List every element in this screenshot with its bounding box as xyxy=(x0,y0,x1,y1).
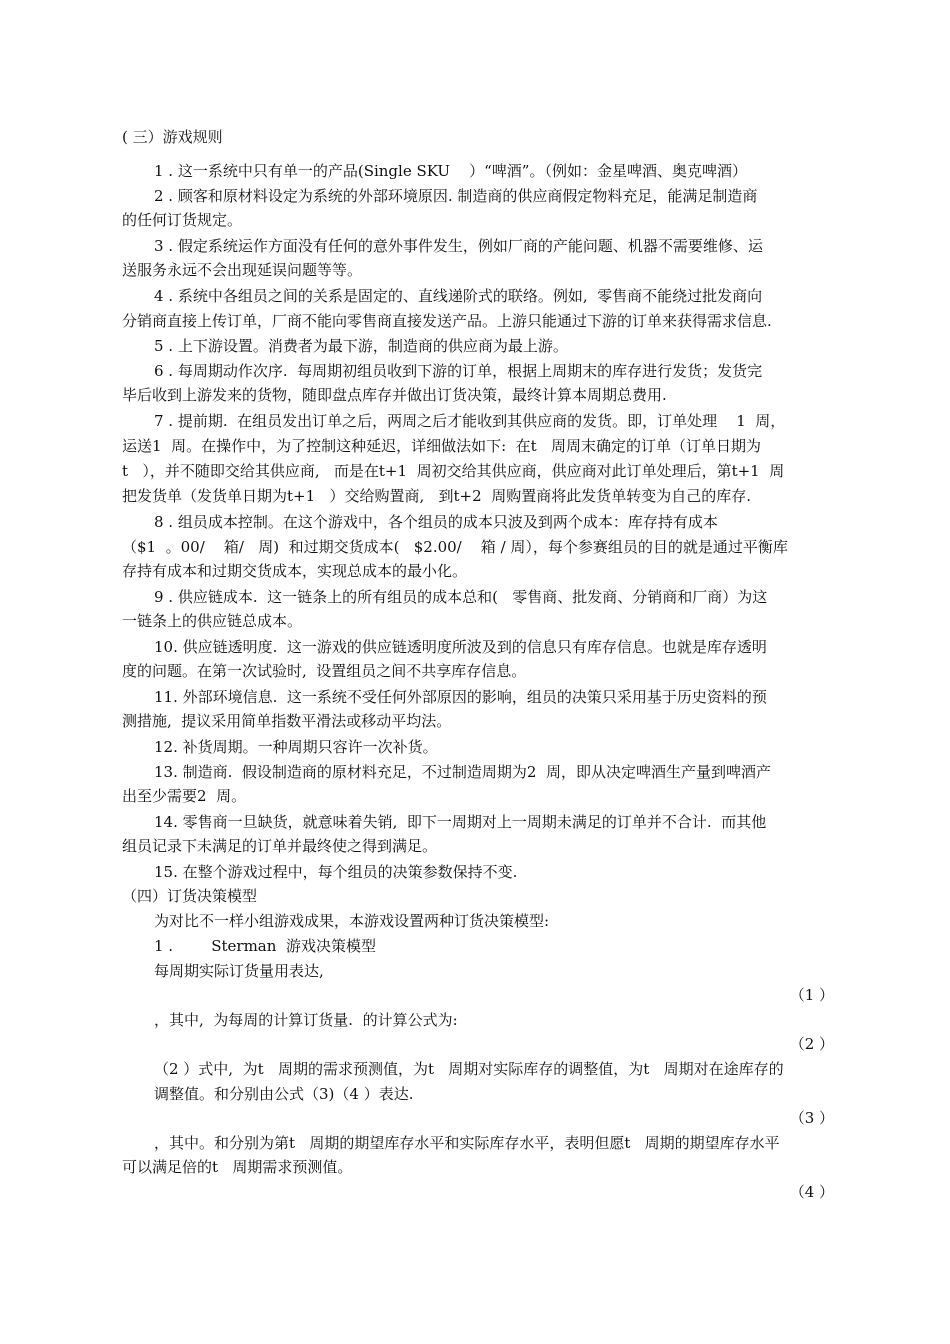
rule-1-line-1: 1 . 这一系统中只有单一的产品(Single SKU ）“啤酒”。（例如：金星啤酒、奥克啤酒） xyxy=(154,162,747,180)
equation-number-1: （1 ） xyxy=(789,986,834,1004)
rule-9-line-2: 一链条上的供应链总成本。 xyxy=(122,612,303,630)
rule-11-line-1: 11. 外部环境信息. 这一系统不受任何外部原因的影响，组员的决策只采用基于历史资料的预 xyxy=(154,688,767,706)
model-order-line: 每周期实际订货量用表达, xyxy=(154,962,324,980)
rule-13-line-1: 13. 制造商. 假设制造商的原材料充足，不过制造周期为2 周，即从决定啤酒生产量到啤酒产 xyxy=(154,763,772,781)
model-1-title: 1 . Sterman 游戏决策模型 xyxy=(154,937,376,955)
rule-7-line-2: 运送1 周。在操作中，为了控制这种延迟，详细做法如下: 在t 周周末确定的订单（订单日期为 xyxy=(122,437,762,455)
rule-2-line-2: 的任何订货规定。 xyxy=(122,211,243,229)
model-eq3-desc-line-2: 可以满足倍的t 周期需求预测值。 xyxy=(122,1158,353,1176)
rule-2-line-1: 2 . 顾客和原材料设定为系统的外部环境原因. 制造商的供应商假定物料充足，能满足制造商 xyxy=(154,187,758,205)
rule-3-line-1: 3 . 假定系统运作方面没有任何的意外事件发生，例如厂商的产能问题、机器不需要维修、运 xyxy=(154,237,763,255)
rule-7-line-1: 7 . 提前期. 在组员发出订单之后，两周之后才能收到其供应商的发货。即，订单处理 1 周， xyxy=(154,412,786,430)
section-heading-game-rules: ( 三）游戏规则 xyxy=(122,128,223,146)
rule-7-line-4: 把发货单（发货单日期为t+1 ）交给购置商, 到t+2 周购置商将此发货单转变为自己的库存. xyxy=(122,487,751,505)
section-heading-order-model: （四）订货决策模型 xyxy=(122,887,258,905)
rule-4-line-2: 分销商直接上传订单，厂商不能向零售商直接发送产品。上游只能通过下游的订单来获得需求信息. xyxy=(122,312,772,330)
rule-7-line-3: t ），并不随即交给其供应商, 而是在t+1 周初交给其供应商，供应商对此订单处理后，第t+1 周 xyxy=(122,462,785,480)
rule-15-line-1: 15. 在整个游戏过程中，每个组员的决策参数保持不变. xyxy=(154,863,518,881)
equation-number-2: （2 ） xyxy=(789,1035,834,1053)
model-intro-line: 为对比不一样小组游戏成果，本游戏设置两种订货决策模型: xyxy=(154,912,550,930)
rule-5-line-1: 5 . 上下游设置。消费者为最下游，制造商的供应商为最上游。 xyxy=(154,337,568,355)
rule-8-line-3: 存持有成本和过期交货成本，实现总成本的最小化。 xyxy=(122,562,468,580)
rule-10-line-2: 度的问题。在第一次试验时, 设置组员之间不共享库存信息。 xyxy=(122,662,527,680)
rule-12-line-1: 12. 补货周期。一种周期只容许一次补货。 xyxy=(154,738,438,756)
rule-11-line-2: 测措施, 提议采用简单指数平滑法或移动平均法。 xyxy=(122,712,452,730)
rule-8-line-2: （$1 。00/ 箱/ 周) 和过期交货成本( $2.00/ 箱 / 周），每个参赛组员的目的就是通过平衡库 xyxy=(122,538,788,556)
rule-14-line-2: 组员记录下未满足的订单并最终使之得到满足。 xyxy=(122,837,438,855)
model-eq2-desc-line-1: （2 ）式中, 为t 周期的需求预测值，为t 周期对实际库存的调整值，为t 周期对在途库存的 xyxy=(154,1060,784,1078)
rule-3-line-2: 送服务永远不会出现延误问题等等。 xyxy=(122,261,363,279)
rule-6-line-2: 毕后收到上游发来的货物，随即盘点库存并做出订货决策，最终计算本周期总费用. xyxy=(122,386,667,404)
rule-4-line-1: 4 . 系统中各组员之间的关系是固定的、直线递阶式的联络。例如, 零售商不能绕过批发商向 xyxy=(154,287,763,305)
rule-13-line-2: 出至少需要2 周。 xyxy=(122,787,247,805)
rule-8-line-1: 8 . 组员成本控制。在这个游戏中，各个组员的成本只波及到两个成本：库存持有成本 xyxy=(154,513,718,531)
rule-6-line-1: 6 . 每周期动作次序. 每周期初组员收到下游的订单，根据上周期末的库存进行发货；发货完 xyxy=(154,362,763,380)
rule-14-line-1: 14. 零售商一旦缺货，就意味着失销, 即下一周期对上一周期未满足的订单并不合计. 而其他 xyxy=(154,813,767,831)
model-calc-line: ，其中, 为每周的计算订货量. 的计算公式为: xyxy=(154,1011,458,1029)
rule-10-line-1: 10. 供应链透明度. 这一游戏的供应链透明度所波及到的信息只有库存信息。也就是库存透明 xyxy=(154,638,767,656)
equation-number-4: （4 ） xyxy=(789,1183,834,1201)
rule-9-line-1: 9 . 供应链成本. 这一链条上的所有组员的成本总和( 零售商、批发商、分销商和厂商）为这 xyxy=(154,588,768,606)
model-eq2-desc-line-2: 调整值。和分别由公式（3)（4 ）表达. xyxy=(154,1085,414,1103)
model-eq3-desc-line-1: ，其中。和分别为第t 周期的期望库存水平和实际库存水平，表明但愿t 周期的期望库存水平 xyxy=(154,1134,780,1152)
equation-number-3: （3 ） xyxy=(789,1109,834,1127)
